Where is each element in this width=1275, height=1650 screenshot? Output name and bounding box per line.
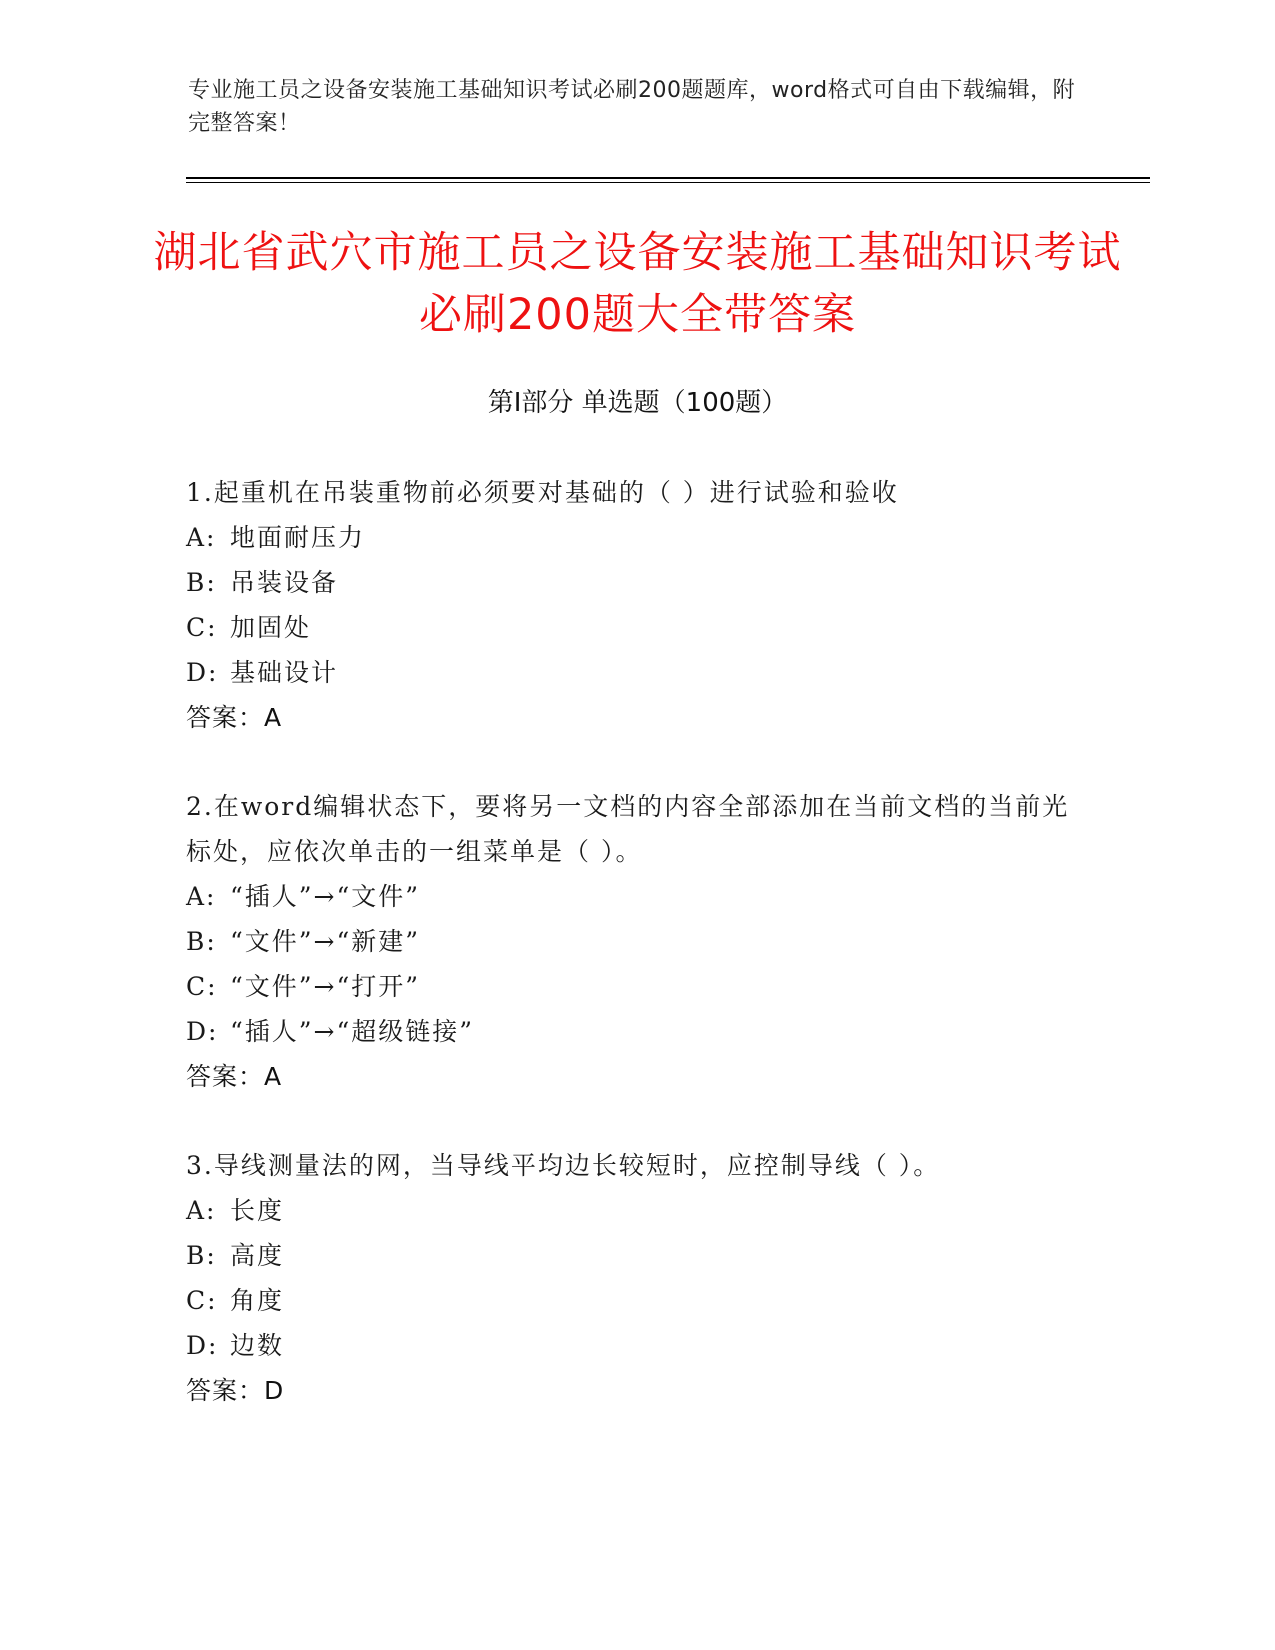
- question-1: [186, 470, 1086, 740]
- option-text: “插人”→“超级链接”: [230, 1017, 475, 1046]
- header-divider-thick: [186, 177, 1150, 179]
- option-text: 边数: [230, 1331, 285, 1360]
- option-key: A:: [186, 1196, 217, 1225]
- option-text: 基础设计: [230, 658, 339, 687]
- question-stem: 2.在word编辑状态下，要将另一文档的内容全部添加在当前文档的当前光标处，应依次单击的一组菜单是（ ）。: [186, 792, 1070, 866]
- option-text: “插人”→“文件”: [230, 882, 421, 911]
- option-key: B:: [186, 1241, 217, 1270]
- option-text: 角度: [230, 1286, 285, 1315]
- answer-line: 答案：D: [186, 1376, 285, 1405]
- option-d: [186, 650, 1086, 695]
- option-key: D:: [186, 658, 219, 687]
- option-d: [186, 1323, 1086, 1368]
- option-text: “文件”→“打开”: [230, 972, 421, 1001]
- option-key: C:: [186, 613, 218, 642]
- option-key: B:: [186, 568, 217, 597]
- option-key: D:: [186, 1331, 219, 1360]
- option-key: C:: [186, 972, 218, 1001]
- option-c: [186, 1278, 1086, 1323]
- document-title: 湖北省武穴市施工员之设备安装施工基础知识考试必刷200题大全带答案: [153, 228, 1122, 340]
- option-b: [186, 1233, 1086, 1278]
- option-text: 吊装设备: [230, 568, 339, 597]
- option-d: [186, 1009, 1086, 1054]
- option-text: “文件”→“新建”: [230, 927, 421, 956]
- option-text: 高度: [230, 1241, 285, 1270]
- option-key: C:: [186, 1286, 218, 1315]
- option-c: [186, 605, 1086, 650]
- option-b: [186, 560, 1086, 605]
- option-key: A:: [186, 882, 217, 911]
- question-2: [186, 784, 1086, 1099]
- option-c: [186, 964, 1086, 1009]
- question-3: [186, 1143, 1086, 1413]
- option-key: D:: [186, 1017, 219, 1046]
- option-text: 地面耐压力: [230, 523, 366, 552]
- answer-line: 答案：A: [186, 1062, 283, 1091]
- header-divider-thin: [186, 182, 1150, 183]
- question-stem: 3.导线测量法的网，当导线平均边长较短时，应控制导线（ ）。: [186, 1151, 941, 1180]
- option-text: 长度: [230, 1196, 285, 1225]
- option-text: 加固处: [230, 613, 312, 642]
- question-stem: 1.起重机在吊装重物前必须要对基础的（ ）进行试验和验收: [186, 478, 899, 507]
- option-a: [186, 1188, 1086, 1233]
- option-a: [186, 515, 1086, 560]
- answer-line: 答案：A: [186, 703, 283, 732]
- option-b: [186, 919, 1086, 964]
- header-note: 专业施工员之设备安装施工基础知识考试必刷200题题库，word格式可自由下载编辑，附完整答案！: [188, 78, 1076, 136]
- option-key: B:: [186, 927, 217, 956]
- section-title: 第Ⅰ部分 单选题（100题）: [487, 388, 788, 418]
- option-a: [186, 874, 1086, 919]
- question-list: [186, 470, 1086, 1457]
- option-key: A:: [186, 523, 217, 552]
